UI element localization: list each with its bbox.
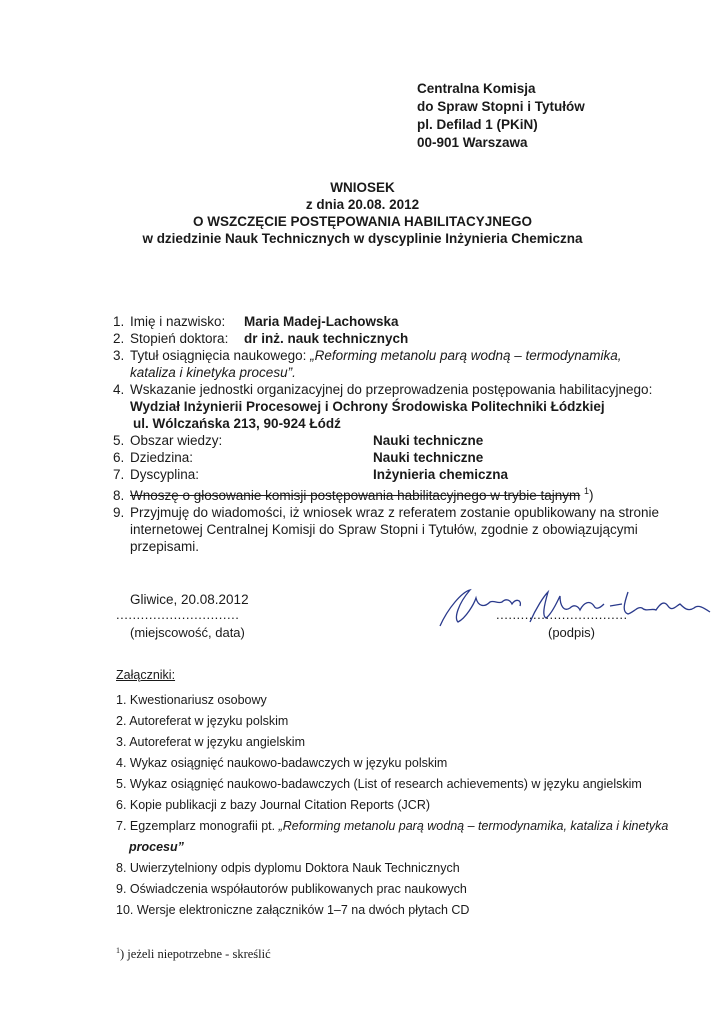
item-value: Nauki techniczne — [373, 450, 484, 465]
item-number: 3. — [113, 348, 125, 363]
place-date-caption: (miejscowość, data) — [130, 625, 245, 640]
item-number: 2. — [113, 331, 125, 346]
item-label: Stopień doktora: — [130, 331, 229, 346]
footnote-text: jeżeli niepotrzebne - skreślić — [124, 947, 271, 962]
attachment-item: 5. Wykaz osiągnięć naukowo-badawczych (List of research achievements) w języku angielskim — [116, 777, 642, 791]
item-value: dr inż. nauk technicznych — [244, 331, 409, 346]
attachment-text: 7. Egzemplarz monografii pt. — [116, 819, 279, 833]
item-value: „Reforming metanolu parą wodną – termodynamika, — [310, 348, 622, 363]
item-achievement-title — [113, 347, 673, 364]
attachment-item: 6. Kopie publikacji z bazy Journal Citation Reports (JCR) — [116, 798, 431, 812]
item-label: Tytuł osiągnięcia naukowego: — [130, 348, 307, 363]
title-line: w dziedzinie Nauk Technicznych w dyscyplinie Inżynieria Chemiczna — [142, 231, 583, 246]
item-achievement-title-cont — [113, 364, 673, 381]
footnote-paren: ) — [120, 947, 125, 962]
item-unit-value: Wydział Inżynierii Procesowej i Ochrony Środowiska Politechniki Łódzkiej — [130, 399, 605, 414]
item-name — [113, 313, 673, 330]
item-acknowledgement — [113, 504, 673, 521]
item-label: Dziedzina: — [130, 450, 194, 465]
document-title — [0, 179, 725, 247]
item-label: Dyscyplina: — [130, 467, 200, 482]
attachment-item — [116, 816, 696, 837]
signature-caption: (podpis) — [548, 625, 595, 640]
item-secret-vote — [113, 483, 673, 504]
item-degree — [113, 330, 673, 347]
item-number: 9. — [113, 504, 125, 520]
attachment-item: 3. Autoreferat w języku angielskim — [116, 735, 305, 749]
place-date-dots: .............................. — [116, 607, 240, 622]
attachment-item: 8. Uwierzytelniony odpis dyplomu Doktora Nauk Technicznych — [116, 861, 460, 875]
item-text: Przyjmuję do wiadomości, iż wniosek wraz z referatem zostanie opublikowany na stronie — [130, 504, 659, 520]
address-line: do Spraw Stopni i Tytułów — [417, 99, 585, 114]
attachment-item: 4. Wykaz osiągnięć naukowo-badawczych w języku polskim — [116, 756, 448, 770]
attachments-list — [116, 690, 696, 921]
item-label: Obszar wiedzy: — [130, 433, 223, 448]
footnote-ref: 1 — [584, 486, 590, 496]
item-value: Maria Madej-Lachowska — [244, 314, 399, 329]
footnote — [116, 946, 271, 962]
title-line: O WSZCZĘCIE POSTĘPOWANIA HABILITACYJNEGO — [192, 214, 533, 229]
footnote-mark: 1 — [116, 946, 120, 955]
item-value: Nauki techniczne — [373, 433, 484, 448]
item-number: 4. — [113, 382, 125, 397]
attachment-title: „Reforming metanolu parą wodną – termodynamika, kataliza i kinetyka — [278, 819, 669, 833]
item-struck-text: Wnoszę o głosowanie komisji postępowania habilitacyjnego w trybie tajnym — [130, 487, 581, 503]
item-number: 1. — [113, 314, 125, 329]
attachment-item: 2. Autoreferat w języku polskim — [116, 714, 289, 728]
recipient-address — [417, 80, 585, 152]
attachments-heading: Załączniki: — [116, 668, 176, 682]
item-value: Inżynieria chemiczna — [373, 467, 509, 482]
item-text: przepisami. — [130, 538, 200, 554]
title-line: WNIOSEK — [330, 180, 395, 195]
item-number: 8. — [113, 487, 125, 503]
item-label: Wskazanie jednostki organizacyjnej do przeprowadzenia postępowania habilitacyjnego: — [130, 382, 653, 397]
item-number: 6. — [113, 450, 125, 465]
title-date: z dnia 20.08. 2012 — [305, 197, 420, 212]
item-value: kataliza i kinetyka procesu”. — [130, 365, 296, 380]
address-line: 00-901 Warszawa — [417, 135, 528, 150]
item-field — [113, 432, 673, 449]
item-text: internetowej Centralnej Komisji do Spraw Stopni i Tytułów, zgodnie z obowiązującymi — [130, 521, 638, 537]
attachment-item: 10. Wersje elektroniczne załączników 1–7 na dwóch płytach CD — [116, 903, 470, 917]
attachment-item-cont — [116, 837, 696, 858]
address-line: pl. Defilad 1 (PKiN) — [417, 117, 538, 132]
place-date: Gliwice, 20.08.2012 — [130, 592, 249, 607]
footnote-paren: ) — [589, 487, 594, 503]
attachment-title: procesu” — [129, 840, 184, 854]
item-discipline — [113, 466, 673, 483]
address-line: Centralna Komisja — [417, 81, 536, 96]
signature-text: Maria Madej-Lachowska — [418, 578, 429, 579]
item-unit — [113, 381, 673, 398]
item-number: 7. — [113, 467, 125, 482]
item-number: 5. — [113, 433, 125, 448]
attachment-item: 9. Oświadczenia współautorów publikowanych prac naukowych — [116, 882, 467, 896]
item-domain — [113, 449, 673, 466]
application-items — [113, 313, 673, 555]
signature-dots: ................................ — [496, 607, 628, 622]
attachment-item: 1. Kwestionariusz osobowy — [116, 693, 267, 707]
item-label: Imię i nazwisko: — [130, 314, 226, 329]
item-unit-address: ul. Wólczańska 213, 90-924 Łódź — [133, 416, 341, 431]
